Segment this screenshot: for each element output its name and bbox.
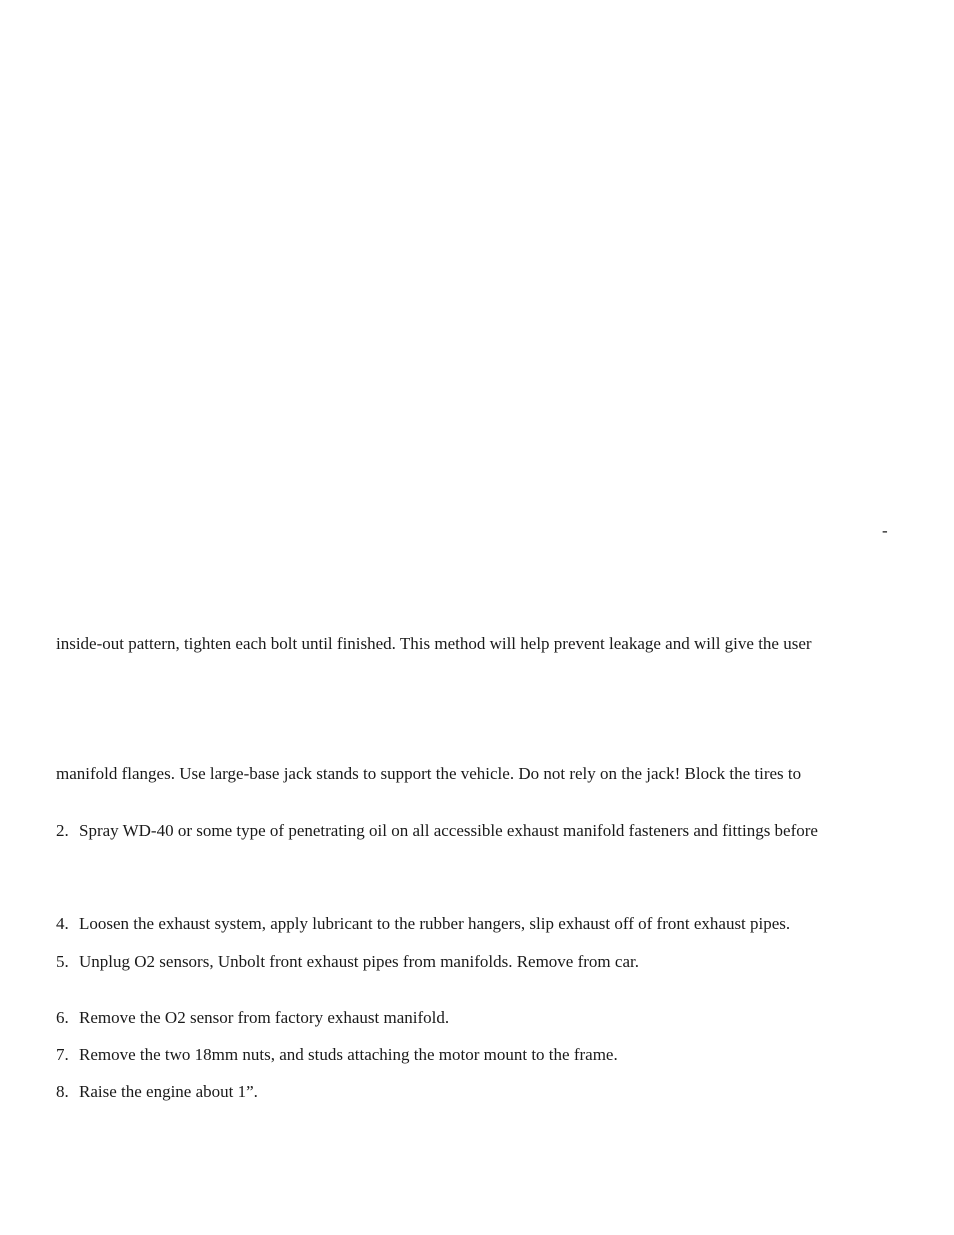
step-number: 6.	[56, 1008, 69, 1027]
paragraph-line: inside-out pattern, tighten each bolt until finished. This method will help prevent leakage and will give the user	[56, 634, 812, 653]
instruction-step	[56, 1008, 449, 1028]
stray-dash: -	[882, 521, 888, 540]
instruction-step	[56, 914, 790, 934]
instruction-step	[56, 1045, 618, 1065]
instruction-step	[56, 952, 639, 972]
step-text: Unplug O2 sensors, Unbolt front exhaust pipes from manifolds. Remove from car.	[79, 952, 639, 971]
step-number: 8.	[56, 1082, 69, 1101]
step-text: Remove the two 18mm nuts, and studs attaching the motor mount to the frame.	[79, 1045, 618, 1064]
step-number: 7.	[56, 1045, 69, 1064]
step-text: Raise the engine about 1”.	[79, 1082, 258, 1101]
step-number: 2.	[56, 821, 69, 840]
step-number: 5.	[56, 952, 69, 971]
step-text: Spray WD-40 or some type of penetrating oil on all accessible exhaust manifold fasteners and fittings before	[79, 821, 818, 840]
step-text: Remove the O2 sensor from factory exhaust manifold.	[79, 1008, 450, 1027]
paragraph-line: manifold flanges. Use large-base jack stands to support the vehicle. Do not rely on the jack! Block the tires to	[56, 764, 802, 783]
instruction-step	[56, 1082, 258, 1102]
step-text: Loosen the exhaust system, apply lubricant to the rubber hangers, slip exhaust off of front exhaust pipes.	[79, 914, 791, 933]
step-number: 4.	[56, 914, 69, 933]
instruction-step	[56, 821, 818, 841]
